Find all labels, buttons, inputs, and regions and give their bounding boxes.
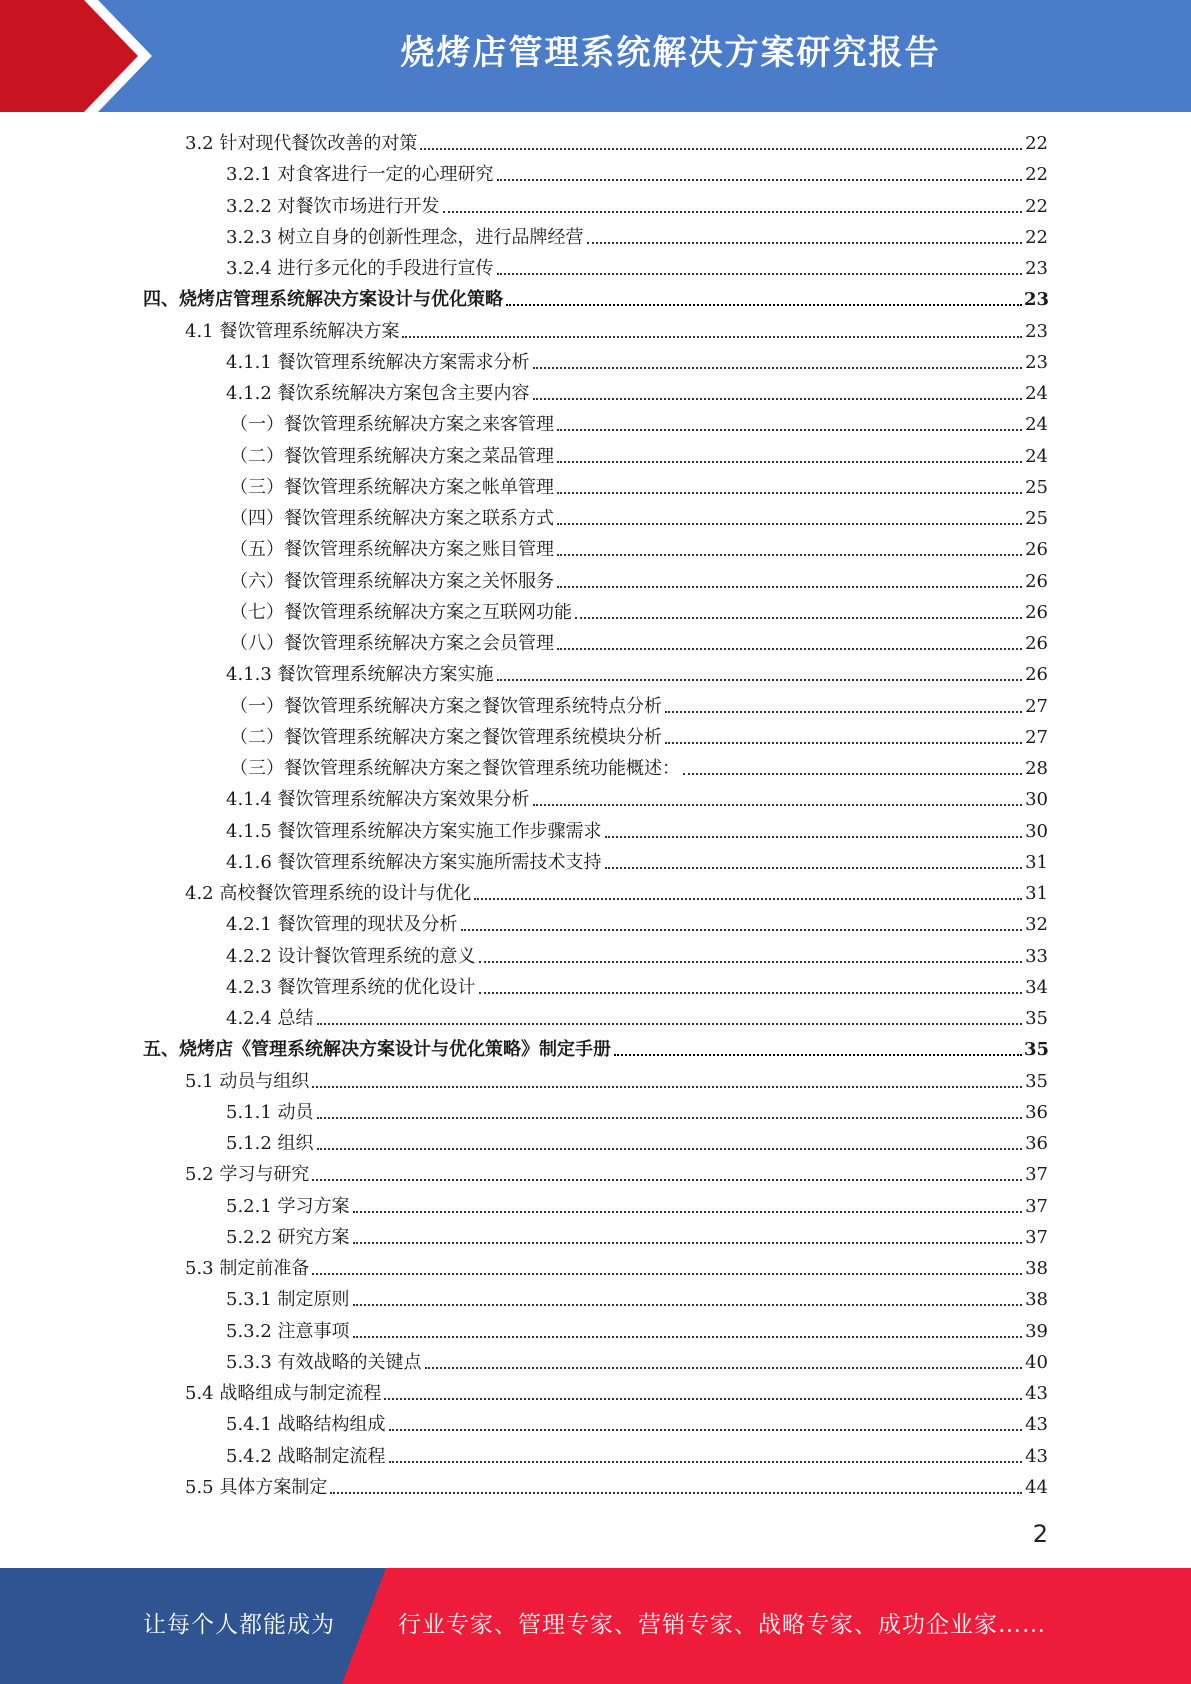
toc-dot-leader (557, 523, 1022, 525)
toc-dot-leader (420, 148, 1022, 150)
toc-entry[interactable] (226, 942, 1048, 968)
toc-entry[interactable] (185, 1067, 1048, 1093)
toc-entry-page: 38 (1025, 1258, 1048, 1279)
toc-entry[interactable] (230, 535, 1048, 561)
toc-entry[interactable] (226, 1285, 1048, 1311)
toc-entry-label: 4.1.2 餐饮系统解决方案包含主要内容 (226, 383, 530, 404)
toc-entry-label: （一）餐饮管理系统解决方案之来客管理 (230, 414, 554, 435)
toc-entry-label: 5.1 动员与组织 (185, 1071, 310, 1092)
toc-dot-leader (497, 273, 1022, 275)
toc-dot-leader (533, 367, 1022, 369)
toc-entry-page: 28 (1025, 758, 1048, 779)
toc-entry[interactable] (230, 629, 1048, 655)
toc-dot-leader (330, 1492, 1022, 1494)
toc-entry-label: 五、烧烤店《管理系统解决方案设计与优化策略》制定手册 (143, 1039, 611, 1060)
toc-dot-leader (557, 492, 1022, 494)
toc-entry-page: 31 (1025, 852, 1048, 873)
toc-entry[interactable] (226, 817, 1048, 843)
footer-slogan-right: 行业专家、管理专家、营销专家、战略专家、成功企业家…… (398, 1612, 1046, 1638)
toc-entry-page: 26 (1025, 633, 1048, 654)
toc-entry[interactable] (185, 1160, 1048, 1186)
toc-entry-page: 39 (1025, 1321, 1048, 1342)
toc-entry-page: 36 (1025, 1102, 1048, 1123)
toc-entry[interactable] (185, 1254, 1048, 1280)
toc-entry-label: （三）餐饮管理系统解决方案之餐饮管理系统功能概述： (230, 758, 680, 779)
toc-entry-page: 38 (1025, 1289, 1048, 1310)
toc-dot-leader (425, 1367, 1022, 1369)
toc-entry-label: 4.1.6 餐饮管理系统解决方案实施所需技术支持 (226, 852, 602, 873)
toc-entry[interactable] (226, 1348, 1048, 1374)
toc-entry[interactable] (230, 473, 1048, 499)
toc-entry-label: 4.1.3 餐饮管理系统解决方案实施 (226, 664, 494, 685)
toc-dot-leader (353, 1336, 1022, 1338)
toc-entry[interactable] (226, 1317, 1048, 1343)
toc-dot-leader (587, 242, 1022, 244)
page-number: 2 (1032, 1520, 1048, 1548)
toc-entry-label: （二）餐饮管理系统解决方案之菜品管理 (230, 446, 554, 467)
toc-dot-leader (497, 179, 1022, 181)
toc-entry-page: 35 (1025, 1071, 1048, 1092)
toc-dot-leader (479, 961, 1022, 963)
toc-dot-leader (479, 992, 1022, 994)
toc-entry[interactable] (230, 504, 1048, 530)
toc-entry-page: 37 (1025, 1196, 1048, 1217)
toc-entry-page: 35 (1024, 1039, 1050, 1060)
toc-dot-leader (317, 1023, 1022, 1025)
toc-entry[interactable] (226, 254, 1048, 280)
toc-entry-label: 4.1.1 餐饮管理系统解决方案需求分析 (226, 352, 530, 373)
toc-dot-leader (614, 1054, 1022, 1056)
toc-dot-leader (312, 1179, 1022, 1181)
toc-dot-leader (317, 1117, 1022, 1119)
toc-dot-leader (665, 742, 1022, 744)
toc-dot-leader (557, 648, 1022, 650)
toc-entry-label: 5.2.2 研究方案 (226, 1227, 350, 1248)
footer-slogan-left: 让每个人都能成为 (143, 1612, 335, 1638)
toc-entry-page: 36 (1025, 1133, 1048, 1154)
toc-entry-label: （七）餐饮管理系统解决方案之互联网功能 (230, 602, 572, 623)
toc-entry-page: 27 (1025, 696, 1048, 717)
toc-entry-label: 5.3.2 注意事项 (226, 1321, 350, 1342)
toc-entry[interactable] (226, 848, 1048, 874)
toc-entry-page: 24 (1025, 383, 1048, 404)
toc-entry[interactable] (226, 785, 1048, 811)
toc-entry-label: 4.2 高校餐饮管理系统的设计与优化 (185, 883, 472, 904)
toc-dot-leader (384, 1398, 1022, 1400)
document-title: 烧烤店管理系统解决方案研究报告 (400, 33, 941, 73)
toc-entry-page: 23 (1025, 258, 1048, 279)
toc-entry-page: 23 (1025, 352, 1048, 373)
toc-entry[interactable] (230, 410, 1048, 436)
toc-entry-label: 3.2.2 对餐饮市场进行开发 (226, 196, 440, 217)
toc-entry-label: 5.4.1 战略结构组成 (226, 1414, 386, 1435)
toc-entry-label: 3.2.1 对食客进行一定的心理研究 (226, 164, 494, 185)
toc-dot-leader (312, 1273, 1022, 1275)
toc-entry-label: 5.3 制定前准备 (185, 1258, 310, 1279)
toc-dot-leader (533, 804, 1022, 806)
header-banner (0, 0, 1191, 112)
toc-entry-page: 22 (1025, 227, 1048, 248)
toc-entry-label: 5.3.1 制定原则 (226, 1289, 350, 1310)
toc-entry-label: （八）餐饮管理系统解决方案之会员管理 (230, 633, 554, 654)
toc-dot-leader (575, 617, 1022, 619)
toc-dot-leader (557, 429, 1022, 431)
toc-entry-label: 4.1 餐饮管理系统解决方案 (185, 321, 400, 342)
toc-entry-label: 3.2.4 进行多元化的手段进行宣传 (226, 258, 494, 279)
toc-dot-leader (506, 304, 1022, 306)
toc-entry-page: 22 (1025, 164, 1048, 185)
toc-entry[interactable] (185, 879, 1048, 905)
toc-entry-label: （六）餐饮管理系统解决方案之关怀服务 (230, 571, 554, 592)
toc-entry-page: 26 (1025, 602, 1048, 623)
toc-entry[interactable] (226, 973, 1048, 999)
toc-entry[interactable] (143, 285, 1048, 311)
toc-dot-leader (312, 1086, 1022, 1088)
toc-entry-page: 22 (1025, 133, 1048, 154)
toc-entry[interactable] (230, 598, 1048, 624)
toc-entry-label: 4.2.2 设计餐饮管理系统的意义 (226, 946, 476, 967)
toc-entry-label: 4.1.5 餐饮管理系统解决方案实施工作步骤需求 (226, 821, 602, 842)
toc-dot-leader (353, 1304, 1022, 1306)
toc-entry[interactable] (185, 1473, 1048, 1499)
toc-entry-page: 43 (1025, 1446, 1048, 1467)
toc-entry-label: 5.5 具体方案制定 (185, 1477, 328, 1498)
toc-dot-leader (557, 554, 1022, 556)
toc-entry-label: 5.4 战略组成与制定流程 (185, 1383, 382, 1404)
toc-dot-leader (683, 773, 1022, 775)
toc-dot-leader (605, 836, 1022, 838)
toc-entry-page: 24 (1025, 446, 1048, 467)
toc-entry-page: 44 (1025, 1477, 1048, 1498)
toc-entry[interactable] (226, 223, 1048, 249)
toc-entry-label: （二）餐饮管理系统解决方案之餐饮管理系统模块分析 (230, 727, 662, 748)
toc-entry[interactable] (226, 1098, 1048, 1124)
toc-entry[interactable] (185, 1379, 1048, 1405)
toc-entry-label: 4.2.4 总结 (226, 1008, 314, 1029)
toc-entry-page: 27 (1025, 727, 1048, 748)
toc-entry-label: 四、烧烤店管理系统解决方案设计与优化策略 (143, 289, 503, 310)
toc-entry-page: 30 (1025, 821, 1048, 842)
toc-entry-label: 3.2.3 树立自身的创新性理念，进行品牌经营 (226, 227, 584, 248)
toc-dot-leader (533, 398, 1022, 400)
toc-entry-label: 5.2 学习与研究 (185, 1164, 310, 1185)
toc-entry-label: （一）餐饮管理系统解决方案之餐饮管理系统特点分析 (230, 696, 662, 717)
toc-entry[interactable] (226, 1192, 1048, 1218)
toc-entry-page: 25 (1025, 477, 1048, 498)
toc-entry-page: 26 (1025, 539, 1048, 560)
toc-dot-leader (474, 898, 1022, 900)
toc-entry[interactable] (226, 160, 1048, 186)
toc-entry[interactable] (226, 1129, 1048, 1155)
toc-entry-page: 24 (1025, 414, 1048, 435)
toc-entry-label: 4.2.3 餐饮管理系统的优化设计 (226, 977, 476, 998)
toc-entry[interactable] (226, 192, 1048, 218)
toc-entry-label: 5.4.2 战略制定流程 (226, 1446, 386, 1467)
toc-entry[interactable] (185, 129, 1048, 155)
toc-dot-leader (353, 1242, 1022, 1244)
toc-dot-leader (665, 711, 1022, 713)
toc-entry[interactable] (226, 910, 1048, 936)
toc-entry-label: （三）餐饮管理系统解决方案之帐单管理 (230, 477, 554, 498)
toc-entry-page: 32 (1025, 914, 1048, 935)
toc-entry[interactable] (230, 754, 1048, 780)
toc-entry[interactable] (226, 1004, 1048, 1030)
toc-dot-leader (389, 1429, 1022, 1431)
toc-entry[interactable] (230, 567, 1048, 593)
toc-entry-page: 43 (1025, 1383, 1048, 1404)
toc-entry-page: 22 (1025, 196, 1048, 217)
toc-entry-page: 37 (1025, 1227, 1048, 1248)
toc-dot-leader (557, 586, 1022, 588)
footer-banner (0, 1568, 1191, 1684)
toc-entry-page: 34 (1025, 977, 1048, 998)
toc-entry[interactable] (230, 692, 1048, 718)
toc-entry[interactable] (230, 442, 1048, 468)
toc-entry[interactable] (226, 660, 1048, 686)
toc-entry-label: 5.2.1 学习方案 (226, 1196, 350, 1217)
toc-entry[interactable] (226, 1223, 1048, 1249)
toc-entry-label: 5.1.1 动员 (226, 1102, 314, 1123)
toc-entry[interactable] (226, 1442, 1048, 1468)
toc-dot-leader (557, 461, 1022, 463)
toc-entry-page: 25 (1025, 508, 1048, 529)
toc-entry-page: 31 (1025, 883, 1048, 904)
toc-dot-leader (605, 867, 1022, 869)
toc-entry[interactable] (226, 348, 1048, 374)
toc-entry-page: 30 (1025, 789, 1048, 810)
toc-dot-leader (353, 1211, 1022, 1213)
toc-dot-leader (461, 929, 1022, 931)
toc-dot-leader (402, 336, 1022, 338)
toc-entry-label: （四）餐饮管理系统解决方案之联系方式 (230, 508, 554, 529)
toc-entry[interactable] (230, 723, 1048, 749)
toc-entry-page: 26 (1025, 664, 1048, 685)
toc-entry[interactable] (226, 379, 1048, 405)
toc-entry-page: 40 (1025, 1352, 1048, 1373)
toc-entry-label: 3.2 针对现代餐饮改善的对策 (185, 133, 418, 154)
toc-entry-page: 23 (1024, 289, 1050, 310)
toc-entry-page: 26 (1025, 571, 1048, 592)
toc-dot-leader (389, 1461, 1022, 1463)
toc-entry-page: 37 (1025, 1164, 1048, 1185)
toc-entry-label: 5.3.3 有效战略的关键点 (226, 1352, 422, 1373)
toc-entry-label: 5.1.2 组织 (226, 1133, 314, 1154)
toc-entry-page: 43 (1025, 1414, 1048, 1435)
toc-entry-label: （五）餐饮管理系统解决方案之账目管理 (230, 539, 554, 560)
toc-entry-page: 33 (1025, 946, 1048, 967)
toc-entry-page: 23 (1025, 321, 1048, 342)
toc-entry-label: 4.1.4 餐饮管理系统解决方案效果分析 (226, 789, 530, 810)
toc-entry[interactable] (143, 1035, 1048, 1061)
toc-dot-leader (443, 211, 1022, 213)
toc-dot-leader (497, 679, 1022, 681)
toc-entry-label: 4.2.1 餐饮管理的现状及分析 (226, 914, 458, 935)
toc-entry[interactable] (226, 1410, 1048, 1436)
toc-dot-leader (317, 1148, 1022, 1150)
toc-entry-page: 35 (1025, 1008, 1048, 1029)
toc-entry[interactable] (185, 317, 1048, 343)
